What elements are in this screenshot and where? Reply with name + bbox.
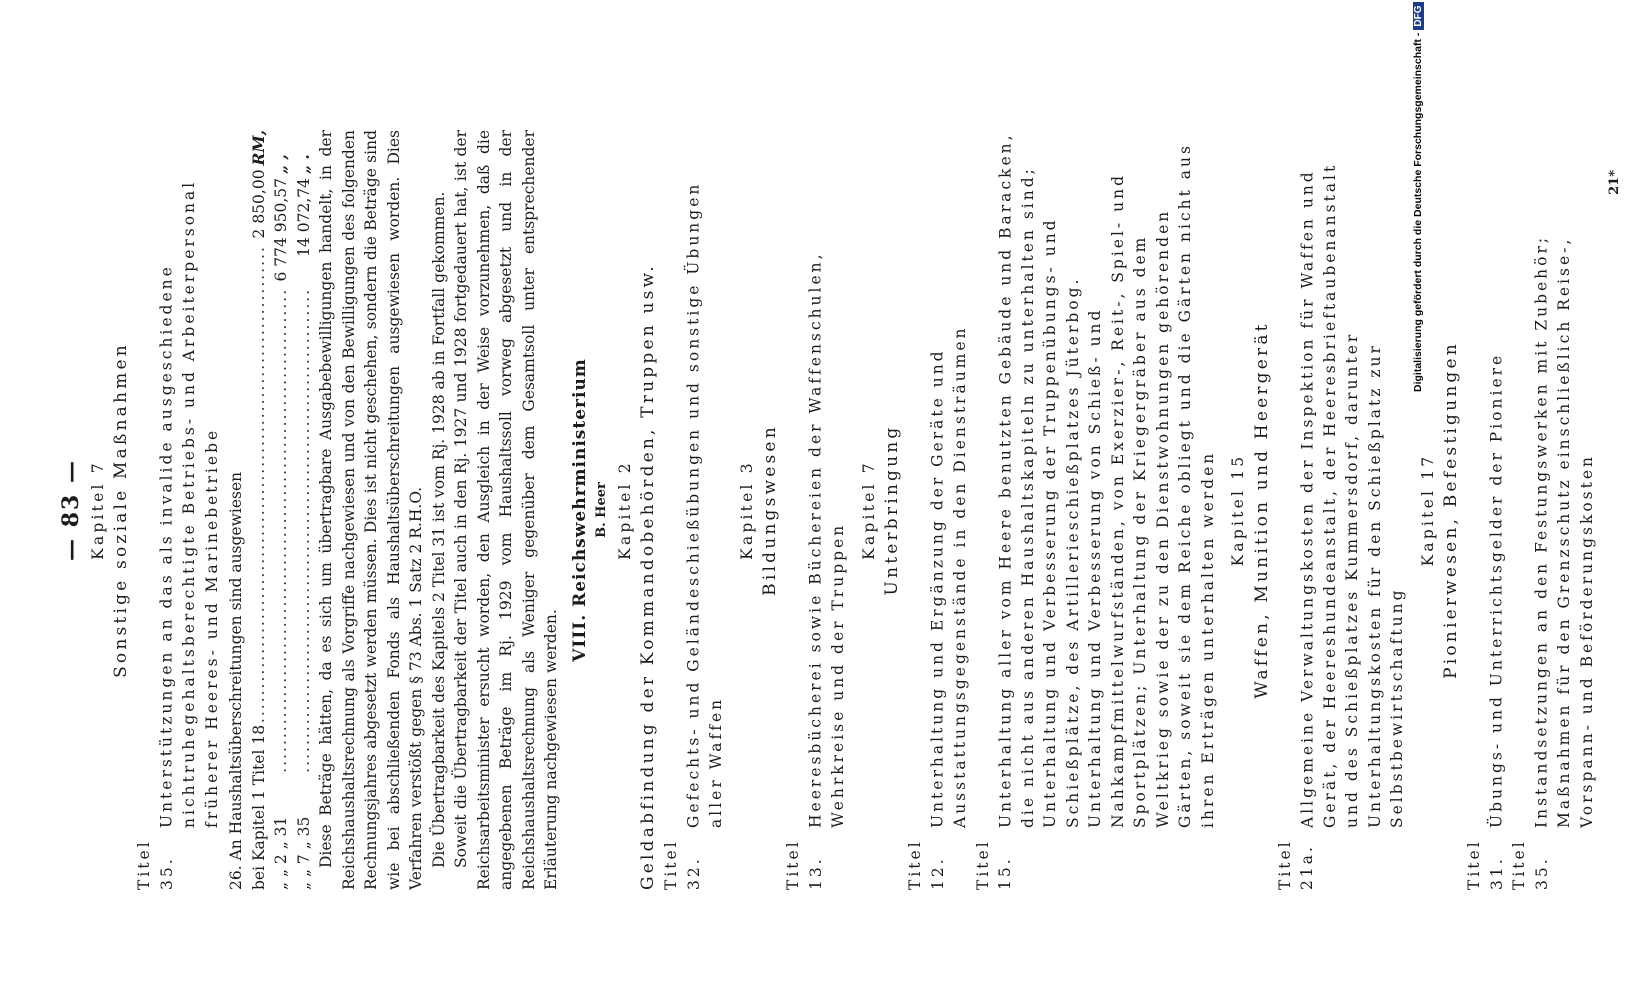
row-amount: 6 774 950,57: [272, 177, 290, 282]
kapitel-heading: Kapitel 15: [1229, 453, 1247, 567]
kapitel-heading: Kapitel 7: [88, 460, 107, 560]
section-heading: VIII. Reichswehrministerium: [569, 358, 590, 662]
funding-credit: [1412, 6, 1424, 392]
titel-text: Übungs- und Unterrichtsgelder der Pioniere: [1487, 352, 1506, 828]
kapitel-heading: Kapitel 17: [1418, 453, 1437, 567]
overspend-row: [293, 130, 316, 890]
titel-text: Unterhaltung aller vom Heere benutzten Gebäude und Baracken, die nicht aus anderen Haushaltskapiteln zu unterhalten sind; Unterhaltung und Verbesserung der Truppenübungs- und Schießplätze, des Artillerieschießplatzes Jüterbog. Unterhaltung und Verbesserung von Schieß- und Nahkampfmittelwurfständen, von Exerzier-, Reit-, Spiel- und Sportplätzen; Unterhaltung der Kriegergräber aus dem Weltkrieg sowie der zu den Dienstwohnungen gehörenden Gärten, soweit sie dem Reiche obliegt und die Gärten nicht aus ihren Erträgen unterhalten werden: [996, 132, 1217, 828]
titel-entry: [133, 130, 223, 890]
page-number: — 83 —: [58, 459, 84, 561]
titel-number: Titel 21a.: [1275, 839, 1316, 890]
titel-entry: [1274, 130, 1409, 890]
kapitel-title: Pionierwesen, Befestigungen: [1441, 341, 1461, 679]
row-amount: 14 072,74: [294, 177, 313, 257]
titel-number: Titel 13.: [784, 839, 825, 890]
leader-dots: ......................................................................: [249, 245, 268, 730]
kapitel-heading: Kapitel 7: [859, 460, 878, 560]
kapitel-heading: Kapitel 2: [615, 460, 634, 560]
kapitel-title: Waffen, Munition und Heergerät: [1251, 321, 1272, 699]
overspend-list: [225, 130, 315, 890]
titel-number: Titel 35.: [135, 839, 176, 890]
body-paragraph: Diese Beträge hätten, da es sich um übertragbare Ausgabebewilligungen handelt, in der Reichshaushaltsrechnung als Vorgriffe nachgewiesen und von den Bewilligungen des folgenden Rechnungsjahres abgesetzt werden müssen. Dies ist nicht geschehen, sondern die Beträge sind wie bei abschließenden Fonds als Haushaltsüberschreitungen ausgewiesen worden. Dies Verfahren verstößt gegen § 73 Abs. 1 Satz 2 R.H.O.: [317, 130, 425, 890]
titel-entry: [1463, 130, 1508, 890]
titel-text: Allgemeine Verwaltungskosten der Inspektion für Waffen und Gerät, der Heereshundeanstalt, der Heeresbrieftaubenanstalt und des Schießplatzes Kummersdorf, darunter Unterhaltungskosten für den Schießplatz zur Selbstbewirtschaftung: [1298, 162, 1406, 828]
kapitel-title: Sonstige soziale Maßnahmen: [111, 342, 131, 678]
row-amount: 2 850,00: [249, 169, 268, 239]
titel-text: Gefechts- und Geländeschießübungen und sonstige Übungen aller Waffen: [684, 181, 725, 828]
titel-entry: [904, 130, 972, 890]
kapitel-title: Unterbringung: [882, 424, 902, 596]
row-unit: „ .: [293, 154, 313, 174]
row-label: bei Kapitel 1 Titel 18: [249, 724, 268, 890]
credit-text: Digitalisierung gefördert durch die Deutsche Forschungsgemeinschaft -: [1412, 32, 1424, 392]
row-label: „ „ 7 „ 35: [294, 816, 313, 890]
kapitel-title: Geldabfindung der Kommandobehörden, Truppen usw.: [638, 263, 658, 890]
row-unit: „ ,: [271, 154, 290, 174]
titel-text: Unterhaltung und Ergänzung der Geräte und Ausstattungsgegenstände in den Diensträumen: [928, 325, 969, 828]
leader-dots: ......................................................................: [294, 287, 313, 773]
titel-entry: [1508, 130, 1598, 890]
section-subheading: B. Heer: [594, 482, 609, 538]
titel-entry: [660, 130, 728, 890]
titel-text: Unterstützungen an das als invalide ausgeschiedene nichtruhegehaltsberechtigte Betriebs- und Arbeiterpersonal früherer Heeres- und Marinebetriebe: [157, 179, 221, 828]
row-label: „ „ 2 „ 31: [272, 816, 290, 890]
leader-dots: ......................................................................: [272, 287, 290, 773]
titel-number: Titel 12.: [906, 839, 947, 890]
kapitel-title: Bildungswesen: [760, 424, 780, 596]
titel-entry: [972, 130, 1220, 890]
titel-number: Titel 31.: [1465, 839, 1506, 890]
titel-number: Titel 35.: [1510, 839, 1551, 890]
titel-number: Titel 32.: [662, 839, 703, 890]
titel-text: Heeresbücherei sowie Büchereien der Waffenschulen, Wehrkreise und der Truppen: [806, 251, 847, 828]
titel-entry: [782, 130, 850, 890]
body-paragraph: Die Übertragbarkeit des Kapitels 2 Titel 31 ist vom Rj. 1928 ab in Fortfall gekommen.: [429, 191, 448, 868]
overspend-intro: 26. An Haushaltsüberschreitungen sind ausgewiesen: [227, 471, 245, 890]
overspend-row: [248, 130, 271, 890]
kapitel-heading: Kapitel 3: [737, 460, 756, 560]
signature-mark: 21*: [1607, 170, 1622, 195]
titel-number: Titel 15.: [973, 839, 1014, 890]
overspend-row: [270, 130, 293, 890]
dfg-logo: DFG: [1413, 3, 1424, 30]
titel-text: Instandsetzungen an den Festungswerken mit Zubehör; Maßnahmen für den Grenzschutz einschließlich Reise-, Vorspann- und Beförderungskosten: [1532, 234, 1596, 828]
row-unit: RM,: [248, 130, 268, 166]
body-paragraph: Soweit die Übertragbarkeit der Titel auch in den Rj. 1927 und 1928 fortgedauert hat, ist der Reichsarbeitsminister ersucht worden, den Ausgleich in der Weise vorzunehmen, daß die angegebenen Beträge im Rj. 1929 vom Haushaltssoll vorweg abgesetzt und in der Reichshaushaltsrechnung als Weniger gegenüber dem Gesamtsoll unter entsprechender Erläuterung nachgewiesen werden.: [452, 130, 560, 890]
